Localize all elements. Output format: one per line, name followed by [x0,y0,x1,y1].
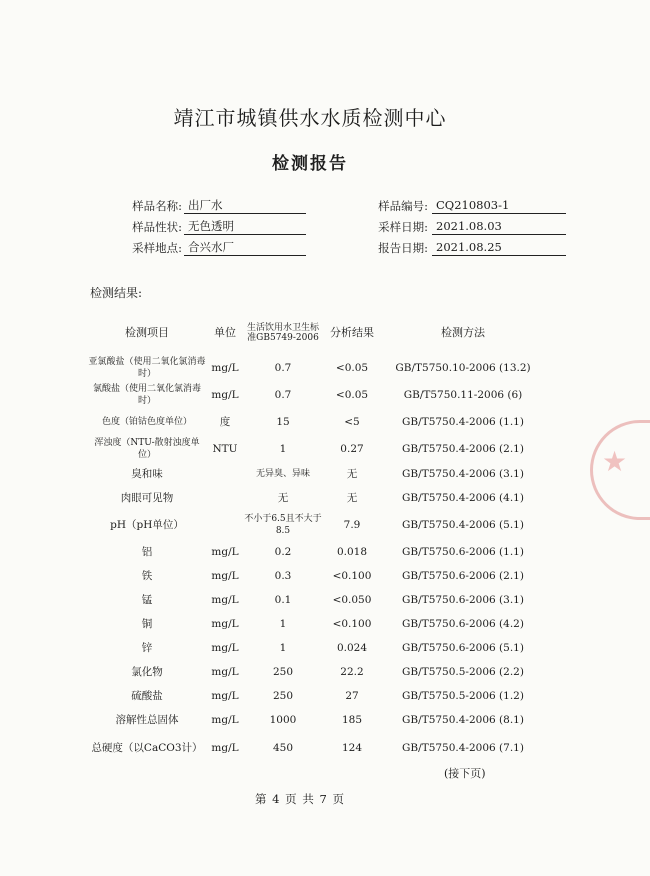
cell-method: GB/T5750.6-2006 (3.1) [402,594,524,606]
cell-method: GB/T5750.4-2006 (3.1) [402,468,524,480]
table-row [88,540,544,564]
cell-unit [206,462,244,486]
cell-limit: 450 [272,742,294,754]
cell-item: 锰 [141,594,153,606]
cell-result: 0.024 [336,642,368,654]
info-row-3 [0,240,620,258]
cell-result: 7.9 [343,519,361,531]
cell-result: <0.100 [332,570,372,582]
cell-limit: 不小于6.5且不大于8.5 [244,514,322,536]
cell-unit: mg/L [211,546,239,558]
cell-item: 浑浊度（NTU-散射浊度单位） [94,437,200,460]
cell-method: GB/T5750.10-2006 (13.2) [395,361,531,374]
cell-unit: mg/L [211,666,239,678]
sampling-site-value: 合兴水厂 [184,240,306,256]
cell-limit: 0.2 [274,546,292,558]
table-row [88,684,544,708]
info-row-1 [0,198,620,216]
cell-limit: 无 [277,492,289,504]
cell-item: 锌 [141,642,153,654]
cell-method: GB/T5750.4-2006 (1.1) [402,415,524,428]
cell-item: 亚氯酸盐（使用二氧化氯消毒时） [88,356,206,379]
table-row [88,660,544,684]
info-row-2 [0,219,620,237]
sampling-site-label: 采样地点: [132,241,182,255]
cell-unit: mg/L [211,642,239,654]
cell-limit: 0.3 [274,570,292,582]
cell-method: GB/T5750.4-2006 (5.1) [402,519,524,531]
cell-method: GB/T5750.6-2006 (4.2) [402,618,524,630]
cell-item: 硫酸盐 [131,690,163,702]
cell-unit: NTU [212,442,238,455]
cell-method: GB/T5750.4-2006 (7.1) [402,742,524,754]
cell-item: 铁 [141,570,153,582]
continued-note: (接下页) [444,767,486,780]
sample-name-label: 样品名称: [132,199,182,213]
cell-item: 肉眼可见物 [120,492,174,504]
cell-result: 无 [346,468,358,480]
report-date-value: 2021.08.25 [432,240,566,256]
cell-result: <0.100 [332,618,372,630]
sample-no-label: 样品编号: [378,199,428,213]
cell-item: 色度（铂钴色度单位） [101,416,192,427]
cell-method: GB/T5750.4-2006 (4.1) [402,492,524,504]
table-row [88,588,544,612]
cell-unit [206,486,244,510]
cell-unit: mg/L [211,690,239,702]
cell-method: GB/T5750.6-2006 (1.1) [402,546,524,558]
page-number: 第 4 页 共 7 页 [255,792,345,806]
report-title: 检测报告 [272,154,348,174]
cell-limit: 1 [279,618,287,630]
cell-limit: 1 [279,442,287,455]
cell-limit: 250 [272,690,294,702]
cell-method: GB/T5750.11-2006 (6) [403,388,523,401]
header-standard: 生活饮用水卫生标准GB5749-2006 [246,323,319,343]
table-row [88,564,544,588]
cell-limit: 无异臭、异味 [255,469,310,479]
cell-method: GB/T5750.6-2006 (2.1) [402,570,524,582]
header-item: 检测项目 [125,326,169,339]
cell-item: 溶解性总固体 [115,714,179,726]
sample-name-value: 出厂水 [184,198,306,214]
sampling-date-value: 2021.08.03 [432,219,566,235]
table-row [88,354,544,381]
cell-result: 22.2 [340,666,364,678]
table-row [88,435,544,462]
cell-result: 0.018 [336,546,368,558]
cell-result: <5 [344,415,360,428]
sample-no-value: CQ210803-1 [432,198,566,214]
cell-result: 无 [346,492,358,504]
cell-method: GB/T5750.5-2006 (1.2) [402,690,524,702]
cell-limit: 15 [276,415,290,428]
cell-method: GB/T5750.5-2006 (2.2) [402,666,524,678]
cell-item: 氯化物 [131,666,163,678]
cell-item: 铝 [141,546,153,558]
cell-result: <0.050 [332,594,372,606]
cell-unit: mg/L [211,618,239,630]
cell-result: 124 [341,742,363,754]
table-row [88,612,544,636]
cell-method: GB/T5750.4-2006 (8.1) [402,714,524,726]
cell-result: 185 [341,714,363,726]
header-result: 分析结果 [330,326,374,339]
cell-item: 氯酸盐（使用二氧化氯消毒时） [92,383,201,406]
cell-unit: mg/L [211,742,239,754]
cell-unit: mg/L [211,570,239,582]
table-row [88,636,544,660]
cell-limit: 0.7 [274,361,292,374]
table-row [88,510,544,540]
cell-unit: mg/L [211,388,239,401]
cell-item: 总硬度（以CaCO3计） [91,742,203,754]
cell-method: GB/T5750.6-2006 (5.1) [402,642,524,654]
header-unit: 单位 [214,326,236,339]
table-row [88,408,544,435]
cell-result: 27 [345,690,359,702]
table-row [88,381,544,408]
cell-limit: 1000 [269,714,297,726]
cell-unit: 度 [219,415,231,428]
table-row [88,486,544,510]
cell-item: 臭和味 [131,468,163,480]
org-title: 靖江市城镇供水水质检测中心 [173,106,447,130]
table-header-row [88,312,544,354]
sampling-date-label: 采样日期: [378,220,428,234]
report-date-label: 报告日期: [378,241,428,255]
cell-unit: mg/L [211,714,239,726]
cell-method: GB/T5750.4-2006 (2.1) [402,442,524,455]
table-row [88,462,544,486]
results-label: 检测结果: [90,286,143,300]
cell-result: <0.05 [335,388,369,401]
cell-limit: 0.1 [274,594,292,606]
sample-trait-value: 无色透明 [184,219,306,235]
cell-unit [206,510,244,540]
seal-star-icon: ★ [602,445,628,478]
cell-limit: 250 [272,666,294,678]
cell-result: 0.27 [340,442,364,455]
results-table [88,312,544,764]
cell-limit: 1 [279,642,287,654]
cell-result: <0.05 [335,361,369,374]
cell-unit: mg/L [211,594,239,606]
cell-item: pH（pH单位） [110,519,184,531]
cell-item: 铜 [141,618,153,630]
header-method: 检测方法 [441,326,485,339]
table-row [88,708,544,732]
table-row [88,732,544,764]
cell-unit: mg/L [211,361,239,374]
cell-limit: 0.7 [274,388,292,401]
sample-trait-label: 样品性状: [132,220,182,234]
